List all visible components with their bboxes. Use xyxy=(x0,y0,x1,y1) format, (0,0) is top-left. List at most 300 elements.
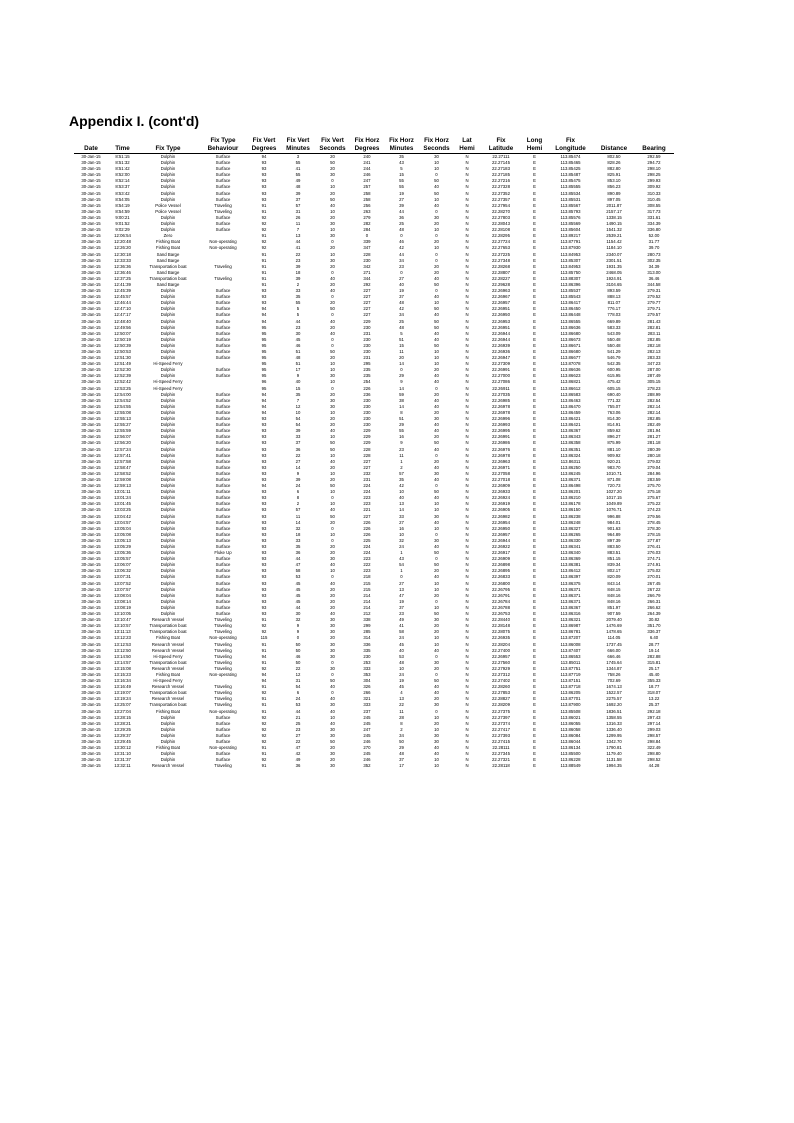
table-cell: Research Vessel xyxy=(151,763,185,769)
table-cell: Dolphin xyxy=(160,556,176,562)
table-cell: 292.18 xyxy=(647,708,661,714)
table-cell: E xyxy=(533,671,536,677)
table-cell: 30-Jan-15 xyxy=(81,696,101,702)
table-cell: 22 xyxy=(295,665,301,671)
table-cell: 281.18 xyxy=(647,440,661,446)
table-cell: Surface xyxy=(215,732,231,738)
table-cell: 10 xyxy=(434,507,439,513)
table-cell: 13:28:21 xyxy=(114,720,131,726)
table-cell: 55 xyxy=(399,184,404,190)
table-cell: 30-Jan-15 xyxy=(81,550,101,556)
table-cell: Traveling xyxy=(214,202,232,208)
table-cell: 40 xyxy=(434,751,439,757)
table-cell: 282.18 xyxy=(647,342,661,348)
table-cell: 30-Jan-15 xyxy=(81,160,101,166)
table-cell: 22.27653 xyxy=(492,245,510,251)
table-cell: 93 xyxy=(261,428,267,434)
table-cell: Research Vessel xyxy=(151,696,185,702)
table-cell: Dolphin xyxy=(160,434,176,440)
table-cell: 91 xyxy=(261,684,267,690)
table-cell: 771.32 xyxy=(607,397,621,403)
table-cell: 224 xyxy=(363,550,371,556)
table-cell: Traveling xyxy=(214,641,232,647)
table-cell: 96 xyxy=(261,379,267,385)
table-cell: 40 xyxy=(434,428,439,434)
table-cell: 30-Jan-15 xyxy=(81,403,101,409)
table-cell: 35 xyxy=(399,154,404,159)
table-cell: 92 xyxy=(261,214,267,220)
table-cell: 9 xyxy=(400,379,403,385)
table-cell: 92 xyxy=(261,239,267,245)
table-cell: 227 xyxy=(363,300,371,306)
table-cell: 12:49:56 xyxy=(114,324,131,330)
table-cell: 30-Jan-15 xyxy=(81,732,101,738)
table-cell: Transportation boat xyxy=(149,629,187,635)
table-cell: 881.10 xyxy=(607,446,621,452)
table-cell: 40 xyxy=(434,446,439,452)
table-cell: 57 xyxy=(295,202,301,208)
table-cell: 40 xyxy=(330,330,335,336)
table-cell: E xyxy=(533,196,536,202)
table-cell: 543.09 xyxy=(607,330,621,336)
table-cell: 284.96 xyxy=(647,470,661,476)
column-header: Degrees xyxy=(350,145,384,154)
table-cell: 30 xyxy=(330,233,335,239)
table-cell: 1 xyxy=(400,550,403,556)
table-cell: 113.86680 xyxy=(560,349,581,354)
table-cell: N xyxy=(465,653,469,659)
table-cell: N xyxy=(465,172,469,178)
table-cell: 20 xyxy=(434,239,439,245)
table-cell: 8 xyxy=(296,495,300,501)
table-cell: E xyxy=(533,397,536,403)
table-cell: 275.67 xyxy=(647,495,661,501)
table-cell: 30-Jan-15 xyxy=(81,470,101,476)
table-cell: 30-Jan-15 xyxy=(81,641,101,647)
table-cell: Dolphin xyxy=(160,458,176,464)
table-cell: 93 xyxy=(261,452,267,458)
table-cell: N xyxy=(465,732,469,738)
table-cell: 14 xyxy=(399,403,404,409)
table-cell: Non-operating xyxy=(209,245,237,251)
table-cell: Surface xyxy=(215,757,231,763)
table-cell: 30-Jan-15 xyxy=(81,391,101,397)
table-cell: N xyxy=(465,330,469,336)
table-cell: 20 xyxy=(434,458,439,464)
table-cell: Surface xyxy=(215,720,231,726)
table-cell: N xyxy=(465,525,469,531)
table-cell: 8:54:05 xyxy=(115,196,130,202)
table-cell: 30-Jan-15 xyxy=(81,251,101,257)
table-cell: 22.28440 xyxy=(492,617,510,623)
table-cell: 30-Jan-15 xyxy=(81,525,101,531)
table-cell: 113.86369 xyxy=(560,556,581,562)
table-cell: 30 xyxy=(330,397,335,403)
table-cell: Dolphin xyxy=(160,446,176,452)
table-cell: N xyxy=(465,391,469,397)
table-cell: Fishing Boat xyxy=(156,708,180,714)
table-cell: 54 xyxy=(295,416,301,422)
table-cell: 14 xyxy=(399,361,404,367)
table-cell: 40 xyxy=(330,288,335,294)
table-cell: 22.26953 xyxy=(492,318,510,324)
table-cell: 10 xyxy=(434,714,439,720)
table-cell: 279.57 xyxy=(647,312,661,318)
table-cell: N xyxy=(465,483,469,489)
table-cell: 22.27415 xyxy=(492,739,510,744)
table-cell: N xyxy=(465,684,469,690)
table-cell: 13 xyxy=(399,586,404,592)
table-cell: 264.39 xyxy=(647,611,661,617)
table-cell: 1692.20 xyxy=(606,702,622,708)
table-cell: 7 xyxy=(296,397,300,403)
table-cell: N xyxy=(465,245,469,251)
table-cell: 30-Jan-15 xyxy=(81,653,101,659)
table-cell: 229 xyxy=(363,440,371,446)
table-cell: 335 xyxy=(363,647,371,653)
table-cell: E xyxy=(533,684,536,690)
table-cell: 297.14 xyxy=(647,720,661,726)
table-cell: 12:06:54 xyxy=(114,233,131,239)
table-cell: 283.33 xyxy=(647,355,661,361)
table-cell: 113.87791 xyxy=(560,239,581,245)
table-cell: 22.28118 xyxy=(492,763,510,769)
table-cell: Traveling xyxy=(214,763,232,769)
table-cell: 50 xyxy=(330,513,335,519)
table-cell: 13:29:25 xyxy=(114,726,131,732)
table-cell: 30 xyxy=(434,416,439,422)
table-cell: E xyxy=(533,446,536,452)
table-cell: N xyxy=(465,611,469,617)
table-cell: E xyxy=(533,623,536,629)
table-cell: 22.26978 xyxy=(492,409,510,415)
table-cell: 47 xyxy=(295,562,301,568)
table-cell: 113.85500 xyxy=(560,751,581,757)
table-cell: 31 xyxy=(295,208,301,214)
table-cell: 13:03:25 xyxy=(114,507,131,513)
table-cell: 9 xyxy=(296,629,300,635)
table-cell: 113.84953 xyxy=(560,251,581,257)
table-cell: 317.73 xyxy=(647,208,661,214)
table-cell: 275.70 xyxy=(647,483,661,489)
table-cell: 222 xyxy=(363,562,371,568)
table-cell: 550.48 xyxy=(607,336,621,342)
table-cell: 30-Jan-15 xyxy=(81,617,101,623)
table-cell: Surface xyxy=(215,604,231,610)
table-cell: E xyxy=(533,537,536,543)
table-cell: 50 xyxy=(434,178,439,184)
table-cell: 113.87751 xyxy=(560,665,581,671)
table-cell: 30-Jan-15 xyxy=(81,671,101,677)
table-cell: 231 xyxy=(363,330,371,336)
table-cell: E xyxy=(533,464,536,470)
table-cell: 22.26924 xyxy=(492,495,510,501)
table-cell: 20 xyxy=(330,422,335,428)
table-cell: 5 xyxy=(296,312,300,318)
table-cell: Surface xyxy=(215,416,231,422)
table-cell: 39 xyxy=(295,190,301,196)
table-cell: 93 xyxy=(261,288,267,294)
table-cell: 39 xyxy=(295,476,301,482)
table-cell: 30 xyxy=(330,647,335,653)
table-cell: 30-Jan-15 xyxy=(81,635,101,641)
table-cell: Dolphin xyxy=(160,306,176,312)
table-cell: 11 xyxy=(399,708,404,714)
table-cell: 13:04:57 xyxy=(114,519,131,525)
table-cell: 32 xyxy=(295,525,301,531)
table-cell: 22.27312 xyxy=(492,671,510,677)
table-cell: 615.95 xyxy=(607,373,621,379)
table-cell: E xyxy=(533,544,536,549)
table-cell: 40 xyxy=(330,428,335,434)
table-cell: 30-Jan-15 xyxy=(81,757,101,763)
table-cell: 13:08:04 xyxy=(114,592,131,598)
table-cell: E xyxy=(533,245,536,251)
table-cell: 9:01:52 xyxy=(115,221,130,227)
table-cell: 227 xyxy=(363,306,371,312)
table-cell: 22 xyxy=(399,702,404,708)
table-cell: 245 xyxy=(363,751,371,757)
table-cell: 93 xyxy=(261,544,267,549)
table-cell: 40 xyxy=(434,495,439,501)
table-cell: 32 xyxy=(399,537,404,543)
table-cell: 12:57:41 xyxy=(114,452,131,458)
table-cell: 22 xyxy=(295,739,301,744)
table-cell: Dolphin xyxy=(160,154,176,159)
table-cell: 2 xyxy=(400,464,403,470)
table-cell: 298.57 xyxy=(647,732,661,738)
table-cell: 42 xyxy=(295,751,301,757)
table-cell: N xyxy=(465,556,469,562)
table-cell: 228 xyxy=(363,251,371,257)
table-cell: 282.85 xyxy=(647,416,661,422)
table-cell: 22.27375 xyxy=(492,708,510,714)
table-cell: N xyxy=(465,214,469,220)
table-cell: 93 xyxy=(261,190,267,196)
table-cell: Dolphin xyxy=(160,720,176,726)
table-cell: 30-Jan-15 xyxy=(81,324,101,330)
column-header: Hemi xyxy=(454,145,480,154)
table-cell: 281.43 xyxy=(647,318,661,324)
table-cell: N xyxy=(465,592,469,598)
table-cell: Dolphin xyxy=(160,227,176,233)
table-cell: Dolphin xyxy=(160,294,176,300)
table-cell: Dolphin xyxy=(160,483,176,489)
table-cell: 91 xyxy=(261,696,267,702)
table-cell: Dolphin xyxy=(160,178,176,184)
table-cell: 245 xyxy=(363,732,371,738)
table-cell: N xyxy=(465,708,469,714)
table-cell: 39 xyxy=(295,263,301,269)
table-cell: 344 xyxy=(363,275,371,281)
table-cell: 27 xyxy=(399,275,404,281)
table-cell: Dolphin xyxy=(160,349,176,354)
table-cell: 20 xyxy=(434,367,439,373)
table-cell: 236 xyxy=(363,391,371,397)
table-cell: Dolphin xyxy=(160,531,176,537)
table-cell: Dolphin xyxy=(160,604,176,610)
table-cell: 279.02 xyxy=(647,458,661,464)
table-cell: Surface xyxy=(215,288,231,294)
table-cell: N xyxy=(465,208,469,214)
table-cell: 336 xyxy=(363,641,371,647)
table-cell: 40 xyxy=(330,708,335,714)
table-cell: 93 xyxy=(261,416,267,422)
table-cell: 12:50:39 xyxy=(114,342,131,348)
table-cell: 0 xyxy=(331,537,334,543)
table-cell: 113.88549 xyxy=(560,763,581,769)
table-cell: 8:52:14 xyxy=(115,178,130,184)
table-cell: E xyxy=(533,714,536,720)
table-cell: 50 xyxy=(330,160,335,166)
table-cell: 18.77 xyxy=(648,684,660,690)
table-cell: 113.85750 xyxy=(560,269,581,275)
table-cell: 91 xyxy=(261,257,267,263)
table-cell: 22.28827 xyxy=(492,696,510,702)
table-cell: 605.15 xyxy=(607,385,621,391)
table-cell: 2157.17 xyxy=(606,208,622,214)
table-cell: E xyxy=(533,251,536,257)
table-cell: 0 xyxy=(435,452,438,458)
table-cell: N xyxy=(465,349,469,354)
table-cell: 95 xyxy=(261,367,267,373)
table-cell: Surface xyxy=(215,470,231,476)
table-cell: 22.26950 xyxy=(492,312,510,318)
table-cell: 51 xyxy=(399,336,404,342)
table-cell: 20 xyxy=(330,214,335,220)
table-cell: 600.95 xyxy=(607,367,621,373)
table-cell: 30-Jan-15 xyxy=(81,184,101,190)
table-cell: Non-operating xyxy=(209,671,237,677)
table-cell: 91 xyxy=(261,617,267,623)
table-cell: N xyxy=(465,300,469,306)
table-cell: 0 xyxy=(435,208,438,214)
table-cell: 92 xyxy=(261,757,267,763)
table-cell: 22.26963 xyxy=(492,288,510,294)
table-cell: 227 xyxy=(363,513,371,519)
table-cell: 30-Jan-15 xyxy=(81,745,101,751)
table-cell: 13:11:13 xyxy=(114,629,131,635)
table-cell: Dolphin xyxy=(160,214,176,220)
table-cell: 347.23 xyxy=(647,361,661,367)
table-cell: 22.27035 xyxy=(492,391,510,397)
table-cell: 30-Jan-15 xyxy=(81,458,101,464)
table-cell: 0 xyxy=(435,257,438,263)
data-table xyxy=(74,137,674,769)
table-cell: 25 xyxy=(399,318,404,324)
table-cell: 30-Jan-15 xyxy=(81,172,101,178)
table-cell: 1490.15 xyxy=(606,221,622,227)
table-cell: 231 xyxy=(363,476,371,482)
table-cell: 40 xyxy=(330,696,335,702)
table-cell: 30 xyxy=(330,763,335,769)
table-cell: E xyxy=(533,586,536,592)
table-cell: 302.35 xyxy=(647,257,661,263)
table-cell: 22.27352 xyxy=(492,190,510,196)
table-cell: 893.59 xyxy=(607,288,621,294)
table-cell: 50 xyxy=(330,440,335,446)
table-cell: 93 xyxy=(261,458,267,464)
table-cell: E xyxy=(533,160,536,166)
table-cell: 304 xyxy=(363,678,371,684)
table-cell: 20 xyxy=(330,550,335,556)
table-cell: 758.26 xyxy=(607,671,621,677)
table-cell: 54 xyxy=(295,422,301,428)
table-cell: 94 xyxy=(261,312,267,318)
table-cell: 40 xyxy=(434,690,439,696)
table-cell: 22.28227 xyxy=(492,275,510,281)
table-cell: Surface xyxy=(215,324,231,330)
table-cell: 279.04 xyxy=(647,464,661,470)
table-cell: 546.79 xyxy=(607,355,621,361)
table-cell: 45 xyxy=(295,592,301,598)
table-cell: 22.26986 xyxy=(492,440,510,446)
table-cell: 828.26 xyxy=(607,160,621,166)
table-cell: 12:54:00 xyxy=(114,391,131,397)
table-cell: Surface xyxy=(215,531,231,537)
table-cell: 30 xyxy=(295,611,301,617)
table-cell: E xyxy=(533,708,536,714)
table-cell: 30-Jan-15 xyxy=(81,665,101,671)
table-cell: 93 xyxy=(261,422,267,428)
table-cell: 113.86381 xyxy=(560,562,581,568)
table-cell: 1316.33 xyxy=(606,720,622,726)
table-cell: 12:45:39 xyxy=(114,288,131,294)
table-cell: N xyxy=(465,537,469,543)
table-cell: 13:32:11 xyxy=(114,763,131,769)
table-cell: 93 xyxy=(261,196,267,202)
table-cell: 10 xyxy=(330,489,335,495)
table-cell: E xyxy=(533,428,536,434)
table-cell: 113.86553 xyxy=(560,653,581,659)
table-cell: Dolphin xyxy=(160,397,176,403)
table-cell: 22.28209 xyxy=(492,702,510,708)
table-cell: 0 xyxy=(435,598,438,604)
table-cell: 113.86470 xyxy=(560,403,581,409)
table-cell: Dolphin xyxy=(160,403,176,409)
table-cell: 305.15 xyxy=(647,379,661,385)
table-cell: 93 xyxy=(261,489,267,495)
table-cell: 22.27803 xyxy=(492,214,510,220)
table-cell: 2011.87 xyxy=(606,202,622,208)
table-cell: 22.26784 xyxy=(492,598,510,604)
table-cell: 33 xyxy=(295,288,301,294)
table-cell: 113.86623 xyxy=(560,373,581,379)
table-cell: Transportation boat xyxy=(149,263,187,269)
table-cell: 113.86375 xyxy=(560,580,581,586)
table-cell: N xyxy=(465,446,469,452)
table-cell: Surface xyxy=(215,525,231,531)
table-cell: 0 xyxy=(435,251,438,257)
table-cell: 22.26971 xyxy=(492,464,510,470)
table-cell: 30-Jan-15 xyxy=(81,519,101,525)
table-cell: 342 xyxy=(363,263,371,269)
table-cell: 93 xyxy=(261,568,267,574)
table-cell: 270 xyxy=(363,745,371,751)
table-cell: Research Vessel xyxy=(151,647,185,653)
table-cell: 30-Jan-15 xyxy=(81,452,101,458)
table-cell: 230 xyxy=(363,653,371,659)
table-cell: 91 xyxy=(261,763,267,769)
table-cell: 20 xyxy=(434,665,439,671)
table-cell: Dolphin xyxy=(160,300,176,306)
table-cell: 93 xyxy=(261,531,267,537)
table-cell: 20 xyxy=(434,720,439,726)
table-cell: E xyxy=(533,239,536,245)
table-cell: 298.52 xyxy=(647,757,661,763)
table-cell: 5 xyxy=(400,166,403,172)
table-cell: 274.91 xyxy=(647,562,661,568)
